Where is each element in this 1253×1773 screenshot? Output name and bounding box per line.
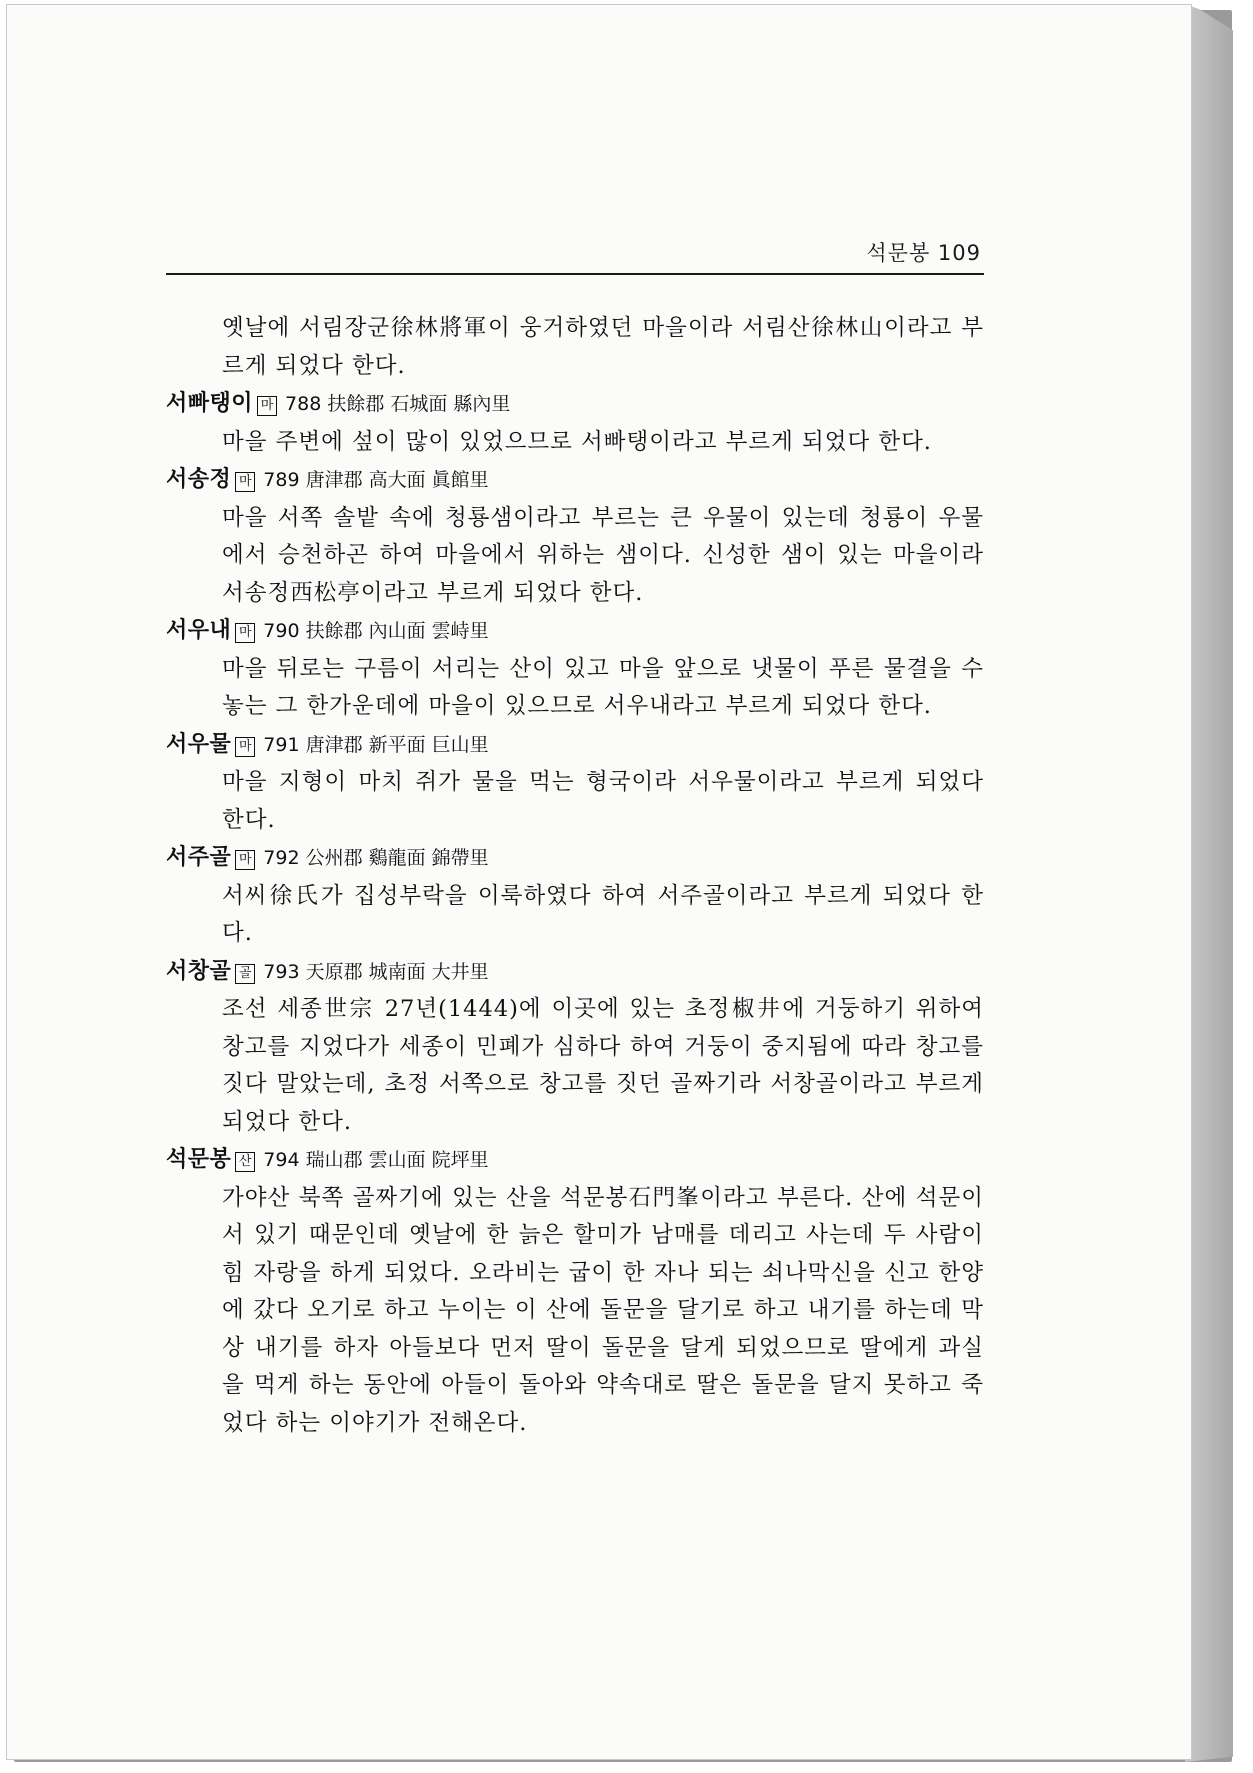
running-title: 석문봉 109 [866,241,981,265]
entry-location: 793 天原郡 城南面 大井里 [263,960,489,983]
category-badge: 마 [257,396,277,416]
category-badge: 마 [235,737,255,757]
entry-name: 석문봉 [166,1147,232,1172]
entry-location: 788 扶餘郡 石城面 縣內里 [285,393,511,415]
entry-text: 조선 세종世宗 27년(1444)에 이곳에 있는 초정椒井에 거둥하기 위하여 창고를 지었다가 세종이 민폐가 심하다 하여 거둥이 중지됨에 따라 창고를 짓다 말았는데, 초정 서쪽으로 창고를 짓던 골짜기라 서창골이라고 부르게 되었다 한다. [222,996,984,1135]
category-badge: 마 [235,472,255,492]
entry-location: 791 唐津郡 新平面 巨山里 [263,733,489,756]
entry-name: 서송정 [166,467,232,492]
entry-text: 서씨徐氏가 집성부락을 이룩하였다 하여 서주골이라고 부르게 되었다 한다. [222,882,984,946]
entry-name: 서빠탱이 [166,391,254,416]
entry [166,1141,984,1442]
entry-text: 마을 뒤로는 구름이 서리는 산이 있고 마을 앞으로 냇물이 푸른 물결을 수놓는 그 한가운데에 마을이 있으므로 서우내라고 부르게 되었다 한다. [222,655,984,719]
entry [166,839,984,953]
entry-heading [166,385,984,424]
entry-text: 마을 주변에 섶이 많이 있었으므로 서빠탱이라고 부르게 되었다 한다. [222,428,932,455]
category-badge: 마 [235,850,255,870]
entry-name: 서주골 [166,845,232,870]
page-body [166,310,984,1442]
entry [166,461,984,612]
entry-heading [166,726,984,765]
entry-heading [166,1141,984,1180]
intro-paragraph: 옛날에 서림장군徐林將軍이 웅거하였던 마을이라 서림산徐林山이라고 부르게 되었다 한다. [222,315,984,379]
entry-text: 마을 서쪽 솔밭 속에 청룡샘이라고 부르는 큰 우물이 있는데 청룡이 우물에서 승천하곤 하여 마을에서 위하는 샘이다. 신성한 샘이 있는 마을이라 서송정西松亭이라고 부르게 되었다 한다. [222,504,984,606]
entry-heading [166,461,984,500]
entry [166,612,984,726]
entry-location: 794 瑞山郡 雲山面 院坪里 [263,1149,489,1171]
entry-location: 790 扶餘郡 內山面 雲峙里 [263,620,489,642]
category-badge: 산 [235,1152,255,1172]
entry-heading [166,953,984,992]
category-badge: 마 [235,623,255,643]
entry-location: 789 唐津郡 高大面 眞館里 [263,469,489,491]
entry-name: 서우내 [166,618,232,643]
entry [166,385,984,461]
entry-text: 가야산 북쪽 골짜기에 있는 산을 석문봉石門峯이라고 부른다. 산에 석문이 서 있기 때문인데 옛날에 한 늙은 할미가 남매를 데리고 사는데 두 사람이 힘 자랑을 하게 되었다. 오라비는 굽이 한 자나 되는 쇠나막신을 신고 한양에 갔다 오기로 하고 누이는 이 산에 돌문을 달기로 하고 내기를 하는데 막상 내기를 하자 아들보다 먼저 딸이 돌문을 달게 되었으므로 딸에게 과실을 먹게 하는 동안에 아들이 돌아와 약속대로 딸은 돌문을 달지 못하고 죽었다 하는 이야기가 전해온다. [222,1184,984,1436]
entry-text: 마을 지형이 마치 쥐가 물을 먹는 형국이라 서우물이라고 부르게 되었다 한다. [222,769,984,833]
entry-heading [166,839,984,878]
entry-location: 792 公州郡 鷄龍面 錦帶里 [263,847,489,869]
running-header [166,233,984,275]
entry-heading [166,612,984,651]
entry-name: 서창골 [166,958,232,984]
page-edge [1185,4,1233,1762]
category-badge: 골 [235,964,255,984]
entry-name: 서우물 [166,731,232,757]
entry [166,726,984,840]
entry [166,953,984,1142]
